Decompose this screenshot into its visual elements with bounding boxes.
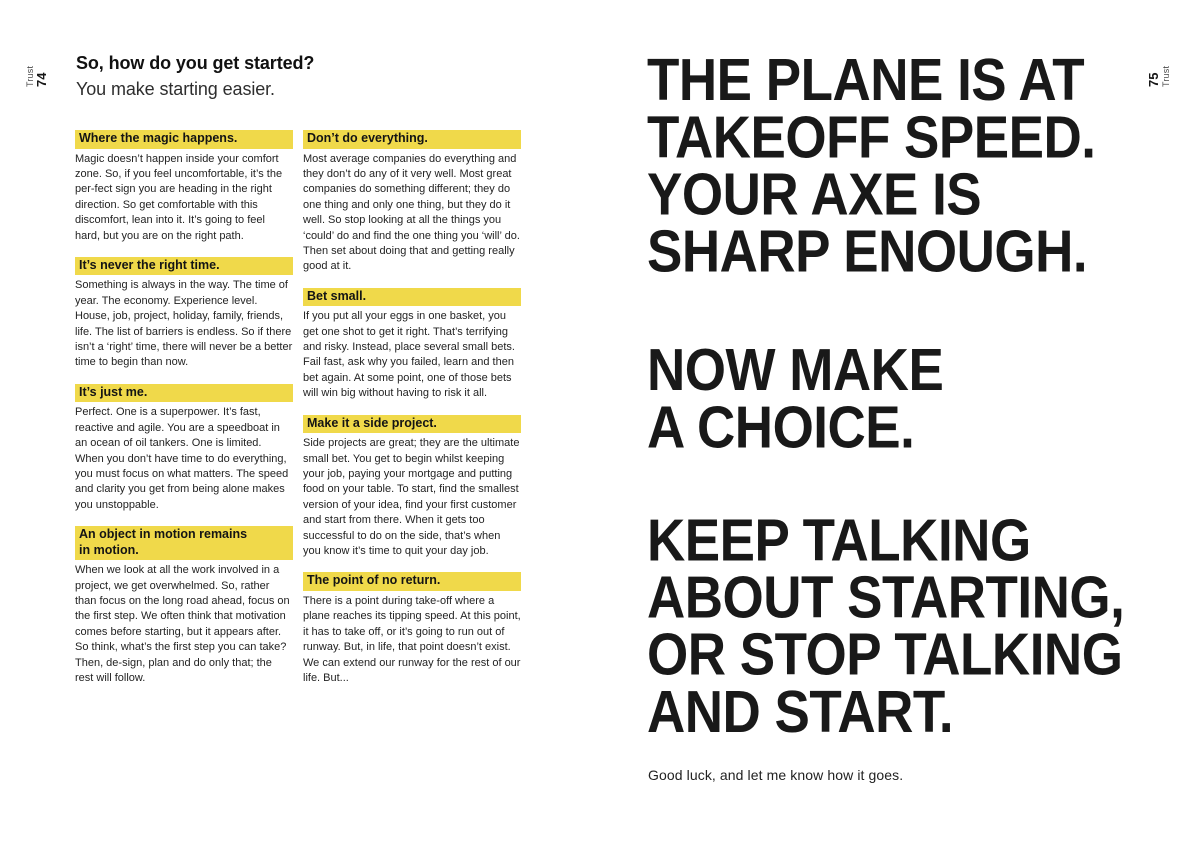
text-column-right: [303, 130, 521, 699]
section: [303, 288, 521, 402]
section-heading: It’s just me.: [75, 384, 293, 403]
section-body: Magic doesn’t happen inside your comfort zone. So, if you feel uncomfortable, it’s the per-fect sign you are heading in the right direction. So get comfortable with this discomfort, lean into it. It’s going to feel hard, but you are on the right path.: [75, 152, 283, 242]
left-page-margin-label: [25, 53, 49, 87]
section-heading: Make it a side project.: [303, 415, 521, 434]
section: [75, 130, 293, 244]
page-number: 75: [1146, 72, 1161, 87]
section-body: Side projects are great; they are the ultimate small bet. You get to begin whilst keeping your job, paying your mortgage and putting food on your table. To start, find the smallest version of your idea, find your first customer and start from there. When it gets too successful to do on the side, that’s when you know it’s time to quit your day job.: [303, 437, 520, 558]
section-body: Something is always in the way. The time of year. The economy. Experience level. House, job, project, holiday, family, friends, life. The list of barriers is endless. So if there isn’t a ‘right’ time, there will never be a better time to begin than now.: [75, 279, 293, 369]
page-title: So, how do you get started?: [76, 53, 315, 73]
book-title: Trust: [1161, 65, 1171, 87]
statement: KEEP TALKING ABOUT STARTING, OR STOP TALKING AND START.: [647, 507, 1125, 746]
section-body: There is a point during take-off where a plane reaches its tipping speed. At this point, it has to take off, or it’s going to run out of runway. But, in life, that point doesn’t exist. We can extend our runway for the rest of our life. But...: [303, 594, 521, 684]
text-column-left: [75, 130, 293, 699]
section-heading: Bet small.: [303, 288, 521, 307]
section: [303, 572, 521, 686]
section-heading: The point of no return.: [303, 572, 521, 591]
section-heading: Where the magic happens.: [75, 130, 293, 149]
section-body: Perfect. One is a superpower. It’s fast, reactive and agile. You are a speedboat in an ocean of oil tankers. One is limited. When you don’t have time to do everything, you must focus on what matters. The speed and clarity you get from being alone makes you unstoppable.: [75, 406, 289, 511]
section-heading: An object in motion remains in motion.: [75, 526, 293, 560]
statement: THE PLANE IS AT TAKEOFF SPEED. YOUR AXE IS SHARP ENOUGH.: [647, 47, 1096, 285]
section-heading: It’s never the right time.: [75, 257, 293, 276]
closing-line: Good luck, and let me know how it goes.: [648, 767, 904, 783]
section-body: Most average companies do everything and they don’t do any of it very well. Most great companies do something different; they do one thing and only one thing, but they do it well. So stop looking at all the things you ‘could’ do and find the one thing you ‘will’ do. Then set about doing that and getting really good at it.: [303, 152, 520, 273]
statement: NOW MAKE A CHOICE.: [647, 337, 944, 461]
page-subtitle: You make starting easier.: [76, 79, 275, 99]
section-body: When we look at all the work involved in a project, we get overwhelmed. So, rather than focus on the long road ahead, focus on the first step. We often think that motivation comes before starting, but it appears after. So think, what’s the first step you can take? Then, de-sign, plan and do only that; the rest will follow.: [75, 564, 290, 685]
book-title: Trust: [25, 65, 35, 87]
section: [75, 526, 293, 686]
section: [303, 130, 521, 275]
display-statements: [647, 47, 1167, 746]
section-heading: Don’t do everything.: [303, 130, 521, 149]
section: [75, 257, 293, 371]
section: [75, 384, 293, 513]
section: [303, 415, 521, 560]
page-number: 74: [34, 72, 49, 87]
section-body: If you put all your eggs in one basket, you get one shot to get it right. That’s terrifying and risky. Instead, place several small bets. Fail fast, ask why you failed, learn and then bet again. At some point, one of those bets will win big without having to risk it all.: [303, 310, 515, 400]
chapter-title-block: [76, 53, 314, 100]
